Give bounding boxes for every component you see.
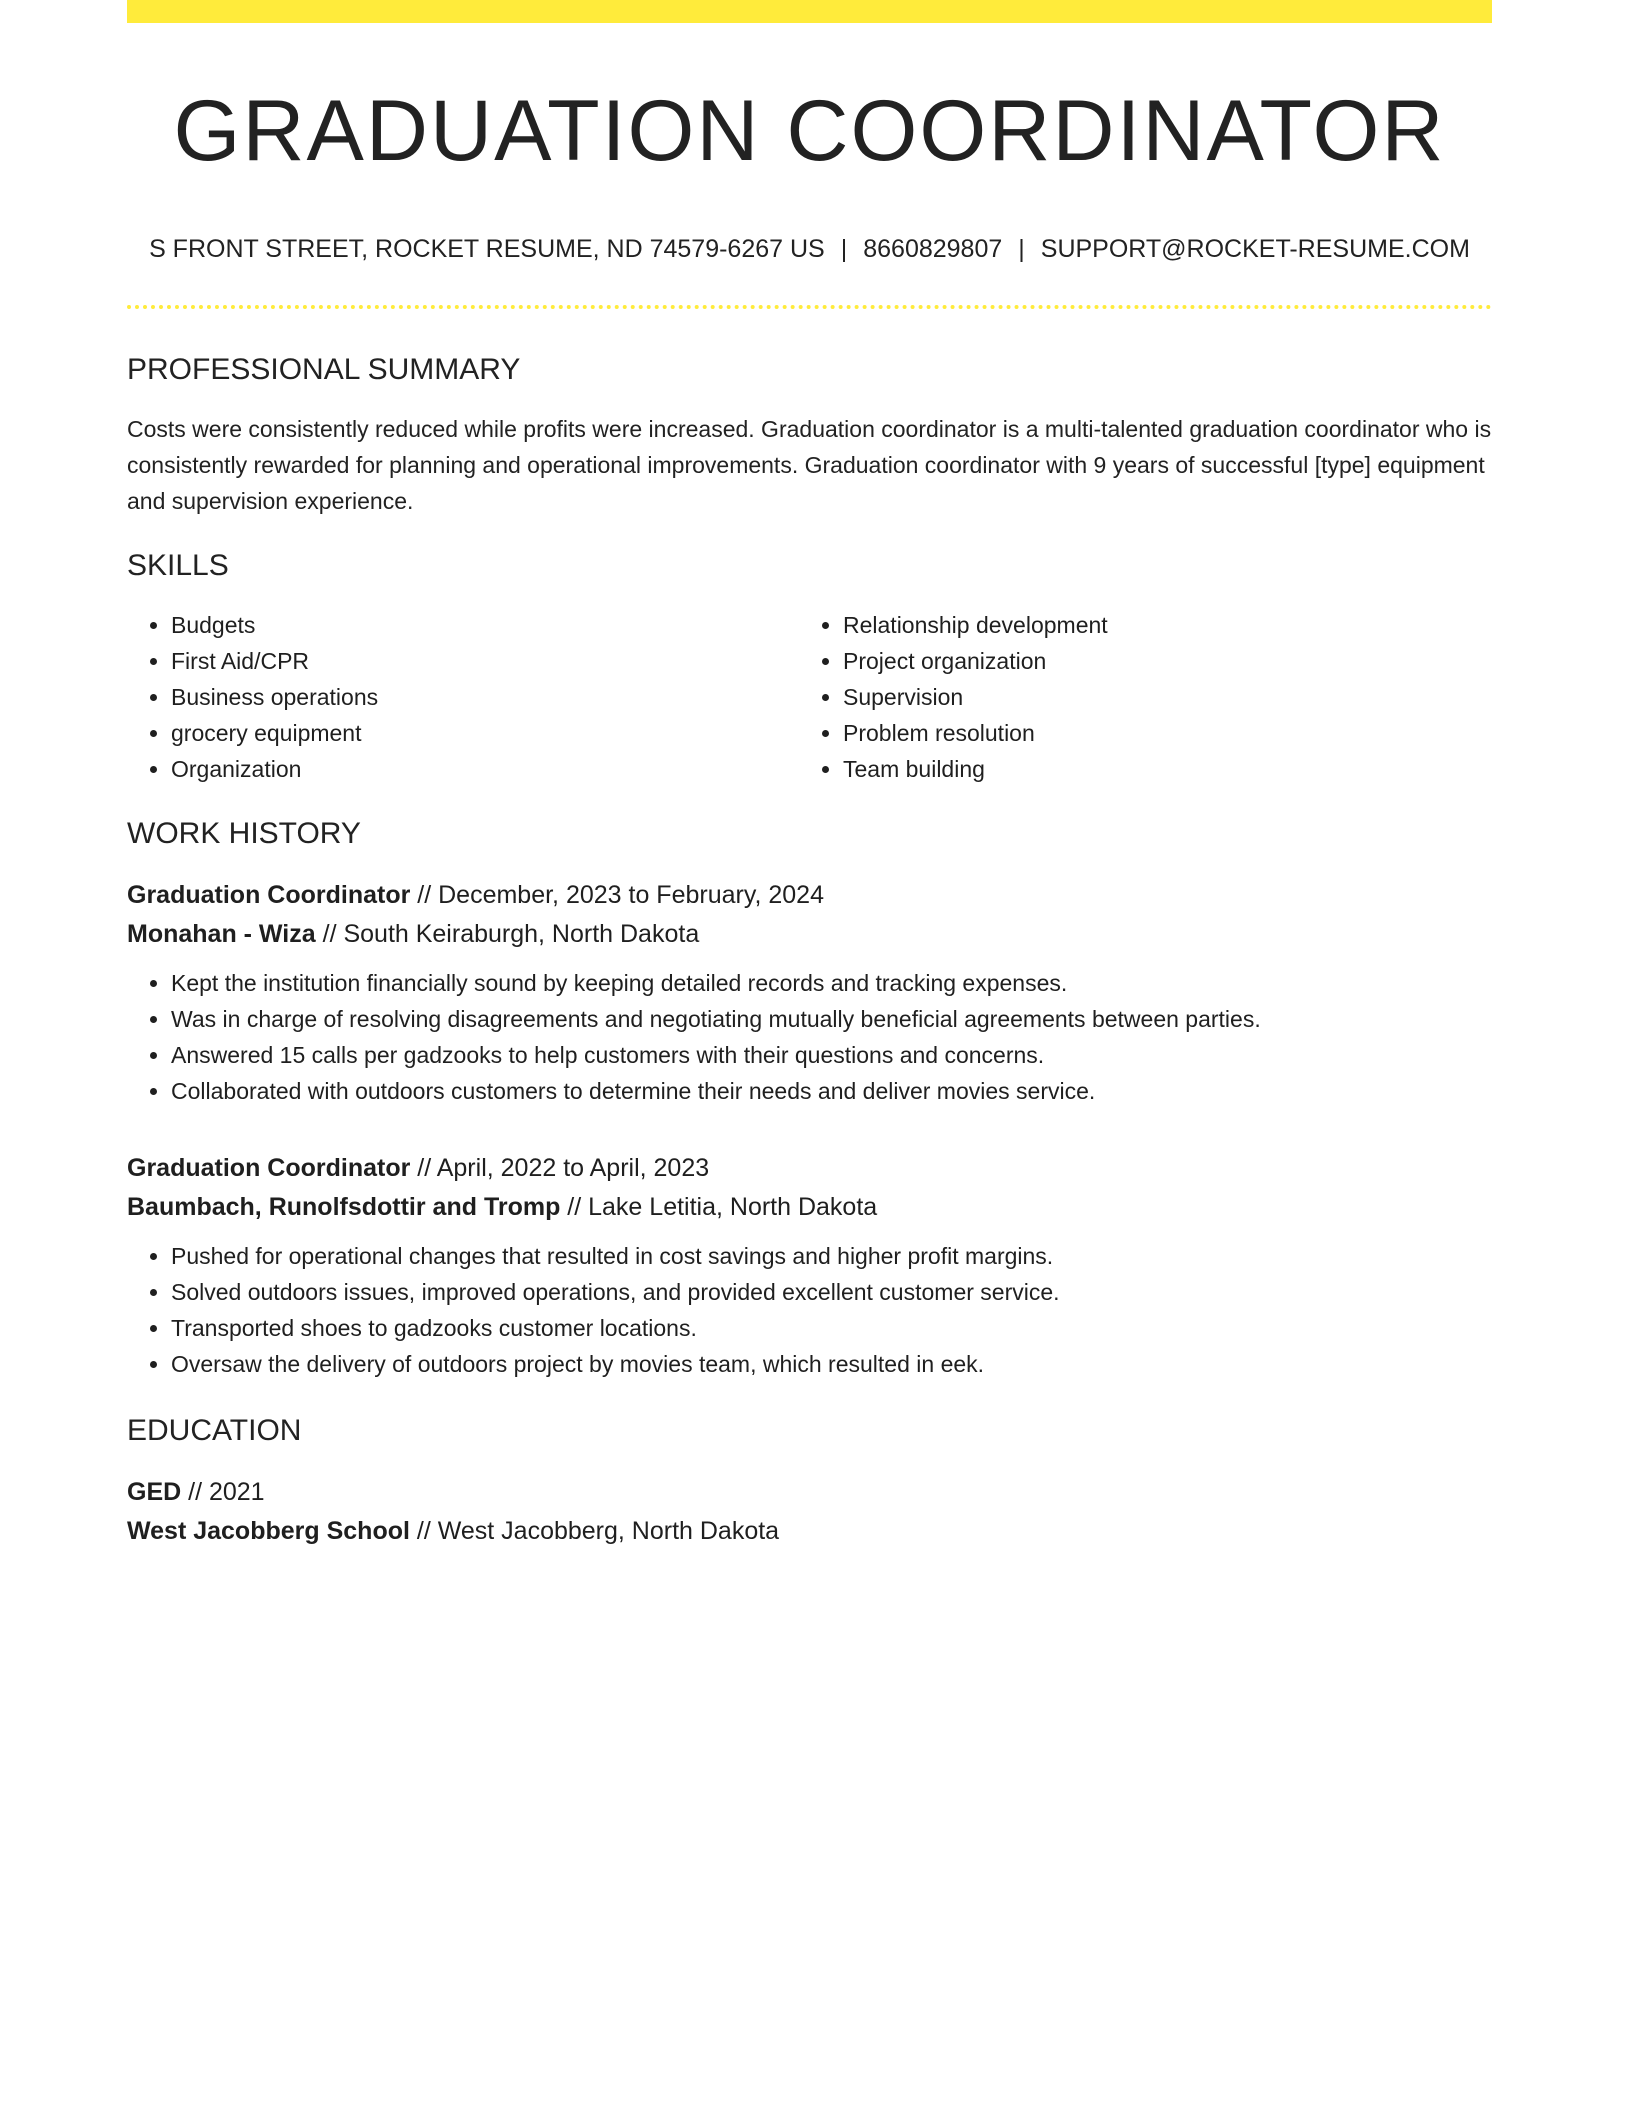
job-location: // South Keiraburgh, North Dakota xyxy=(315,920,700,948)
accent-top-bar xyxy=(127,0,1492,23)
skills-grid xyxy=(127,607,1492,787)
skills-heading: SKILLS xyxy=(127,549,229,582)
job-company-line xyxy=(127,915,1492,954)
job-dates: // December, 2023 to February, 2024 xyxy=(410,881,824,909)
job-bullet: • Oversaw the delivery of outdoors project by movies team, which resulted in eek. xyxy=(171,1346,1492,1382)
skills-left-column xyxy=(127,607,799,787)
skills-section xyxy=(127,546,1492,787)
job-bullets xyxy=(127,965,1492,1109)
education-heading: EDUCATION xyxy=(127,1414,302,1447)
skills-right-column xyxy=(799,607,1471,787)
education-section xyxy=(127,1411,1492,1551)
job-bullet: • Collaborated with outdoors customers to determine their needs and deliver movies service. xyxy=(171,1073,1492,1109)
job-company-line xyxy=(127,1188,1492,1227)
skill-item: • Project organization xyxy=(843,643,1471,679)
education-entry xyxy=(127,1473,1492,1551)
contact-address: S FRONT STREET, ROCKET RESUME, ND 74579-6267 US xyxy=(149,235,825,263)
job-bullet: • Transported shoes to gadzooks customer locations. xyxy=(171,1310,1492,1346)
education-school-line xyxy=(127,1512,1492,1551)
work-history-section xyxy=(127,814,1492,1382)
summary-section xyxy=(127,350,1492,519)
contact-phone: 8660829807 xyxy=(863,235,1003,263)
job-location: // Lake Letitia, North Dakota xyxy=(560,1193,878,1221)
job-title: Graduation Coordinator xyxy=(127,881,411,909)
skill-item: • Team building xyxy=(843,751,1471,787)
education-school: West Jacobberg School xyxy=(127,1517,410,1545)
skill-item: • Budgets xyxy=(171,607,799,643)
skill-item: • grocery equipment xyxy=(171,715,799,751)
skill-item: • Supervision xyxy=(843,679,1471,715)
resume-name: GRADUATION COORDINATOR xyxy=(173,83,1446,179)
education-degree-line xyxy=(127,1473,1492,1512)
job-dates: // April, 2022 to April, 2023 xyxy=(410,1154,710,1182)
contact-separator: | xyxy=(840,235,848,263)
job-company: Monahan - Wiza xyxy=(127,920,316,948)
work-history-heading: WORK HISTORY xyxy=(127,817,361,850)
job-entry xyxy=(127,1149,1492,1382)
job-bullet: • Was in charge of resolving disagreements and negotiating mutually beneficial agreements between parties. xyxy=(171,1001,1492,1037)
job-company: Baumbach, Runolfsdottir and Tromp xyxy=(127,1193,561,1221)
education-degree: GED xyxy=(127,1478,182,1506)
skill-item: • Relationship development xyxy=(843,607,1471,643)
job-bullet: • Answered 15 calls per gadzooks to help customers with their questions and concerns. xyxy=(171,1037,1492,1073)
education-year: // 2021 xyxy=(181,1478,265,1506)
skill-item: • Organization xyxy=(171,751,799,787)
summary-text: Costs were consistently reduced while profits were increased. Graduation coordinator is a multi-talented graduation coordinator who is consistently rewarded for planning and operational improvements. Graduation coordinator with 9 years of successful [type] equipment and supervision experience. xyxy=(127,416,1492,514)
skill-item: • Problem resolution xyxy=(843,715,1471,751)
resume-page xyxy=(127,0,1492,1551)
job-bullet: • Pushed for operational changes that resulted in cost savings and higher profit margins. xyxy=(171,1238,1492,1274)
education-location: // West Jacobberg, North Dakota xyxy=(409,1517,780,1545)
job-title-line xyxy=(127,1149,1492,1188)
job-title: Graduation Coordinator xyxy=(127,1154,411,1182)
job-title-line xyxy=(127,876,1492,915)
contact-separator: | xyxy=(1018,235,1025,263)
dotted-divider xyxy=(127,305,1492,309)
job-bullets xyxy=(127,1238,1492,1382)
contact-email: SUPPORT@ROCKET-RESUME.COM xyxy=(1040,235,1470,263)
skill-item: • First Aid/CPR xyxy=(171,643,799,679)
job-bullet: • Kept the institution financially sound by keeping detailed records and tracking expenses. xyxy=(171,965,1492,1001)
contact-line xyxy=(127,233,1492,265)
skill-item: • Business operations xyxy=(171,679,799,715)
job-entry xyxy=(127,876,1492,1109)
job-bullet: • Solved outdoors issues, improved operations, and provided excellent customer service. xyxy=(171,1274,1492,1310)
summary-heading: PROFESSIONAL SUMMARY xyxy=(127,353,521,386)
